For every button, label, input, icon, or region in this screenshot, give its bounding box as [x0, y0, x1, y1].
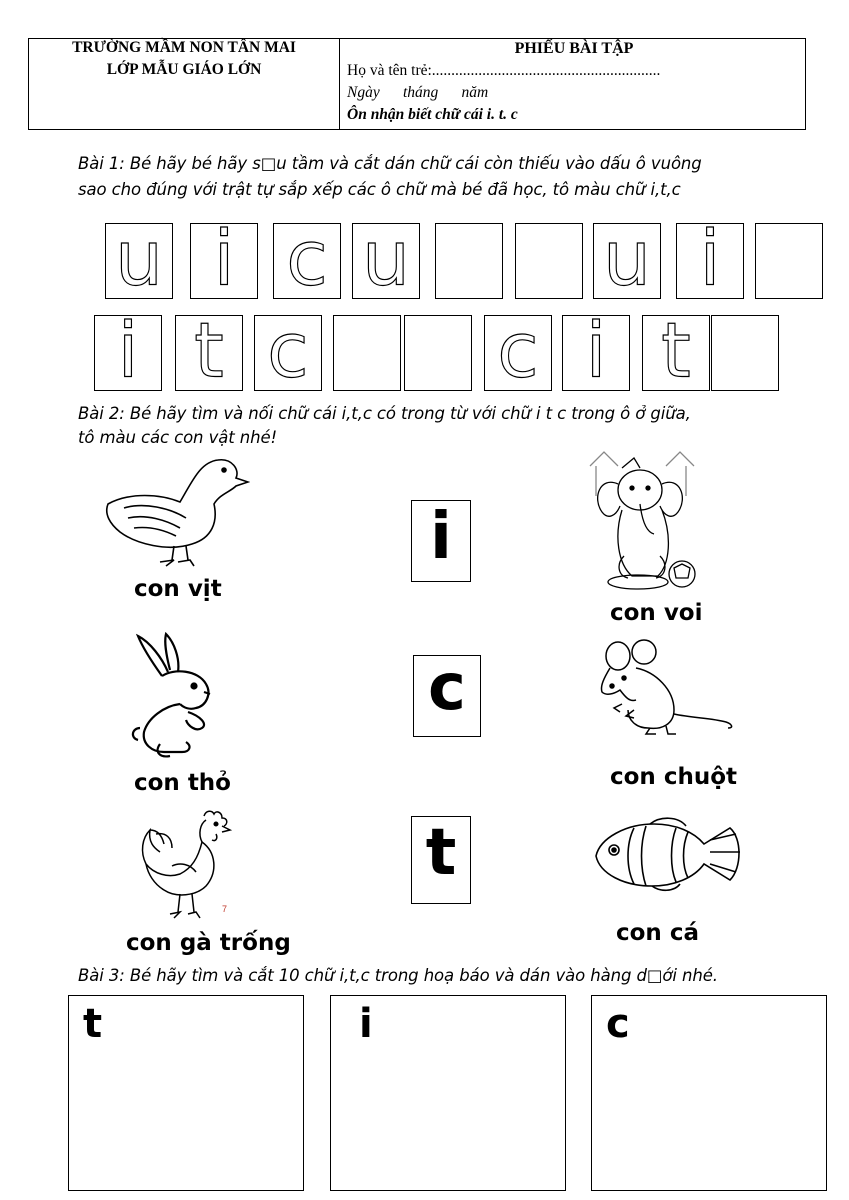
empty-letter-box[interactable] [435, 223, 503, 299]
letter-box-c [484, 315, 552, 391]
duck-icon [100, 452, 250, 570]
empty-letter-box[interactable] [404, 315, 472, 391]
middle-letter-i: i [430, 500, 452, 574]
paste-box-letter-c: c [606, 1001, 630, 1047]
paste-box-c[interactable] [591, 995, 827, 1191]
label-con-tho: con thỏ [134, 770, 231, 796]
mouse-icon [596, 638, 736, 738]
bai2-instruction-line1: Bài 2: Bé hãy tìm và nối chữ cái i,t,c có trong từ với chữ i t c trong ô ở giữa, [78, 404, 691, 423]
label-con-vit: con vịt [134, 576, 222, 602]
outlined-letter-u: u [603, 224, 651, 298]
outlined-letter-i: i [699, 224, 721, 298]
outlined-letter-t: t [194, 316, 224, 390]
empty-letter-box[interactable] [755, 223, 823, 299]
paste-box-letter-t: t [83, 1001, 103, 1047]
letter-box-c [413, 651, 481, 737]
outlined-letter-c: c [267, 316, 309, 390]
topic-line: Ôn nhận biết chữ cái i. t. c [347, 106, 518, 123]
letter-box-i [94, 315, 162, 391]
rabbit-icon [124, 632, 224, 762]
letter-box-t [411, 816, 471, 904]
fish-icon [590, 816, 746, 892]
header-table [28, 38, 806, 130]
middle-letter-c: c [428, 651, 466, 725]
bai3-instruction: Bài 3: Bé hãy tìm và cắt 10 chữ i,t,c trong hoạ báo và dán vào hàng d□ới nhé. [78, 966, 718, 985]
date-line: Ngày tháng năm [347, 84, 489, 101]
letter-box-u [105, 223, 173, 299]
empty-letter-box[interactable] [333, 315, 401, 391]
letter-box-i [411, 500, 471, 582]
paste-box-t[interactable] [68, 995, 304, 1191]
outlined-letter-u: u [115, 224, 163, 298]
outlined-letter-i: i [585, 316, 607, 390]
letter-box-c [273, 223, 341, 299]
class-name: LỚP MẪU GIÁO LỚN [106, 61, 262, 78]
label-con-voi: con voi [610, 600, 703, 626]
bai2-instruction-line2: tô màu các con vật nhé! [78, 428, 278, 447]
letter-box-t [642, 315, 710, 391]
outlined-letter-i: i [213, 224, 235, 298]
outlined-letter-c: c [286, 224, 328, 298]
outlined-letter-u: u [362, 224, 410, 298]
letter-box-c [254, 315, 322, 391]
letter-box-i [190, 223, 258, 299]
worksheet-title: PHIẾU BÀI TẬP [514, 40, 634, 57]
bai1-instruction-line2: sao cho đúng với trật tự sắp xếp các ô chữ mà bé đã học, tô màu chữ i,t,c [78, 180, 681, 199]
school-name: TRƯỜNG MẦM NON TÂN MAI [72, 39, 296, 56]
outlined-letter-c: c [497, 316, 539, 390]
middle-letter-t: t [425, 816, 457, 890]
letter-box-u [352, 223, 420, 299]
stray-number: 7 [222, 904, 228, 914]
label-con-ca: con cá [616, 920, 699, 946]
letter-box-u [593, 223, 661, 299]
paste-box-i[interactable] [330, 995, 566, 1191]
outlined-letter-i: i [117, 316, 139, 390]
paste-box-letter-i: i [359, 1001, 373, 1047]
child-name-line: Họ và tên trẻ:........................................................... [347, 62, 661, 79]
header-divider [339, 39, 340, 129]
bai1-instruction-line1: Bài 1: Bé hãy bé hãy s□u tầm và cắt dán chữ cái còn thiếu vào dấu ô vuông [78, 154, 702, 173]
empty-letter-box[interactable] [711, 315, 779, 391]
letter-box-i [562, 315, 630, 391]
label-con-chuot: con chuột [610, 764, 737, 790]
rooster-icon [136, 808, 236, 920]
letter-box-t [175, 315, 243, 391]
letter-box-i [676, 223, 744, 299]
empty-letter-box[interactable] [515, 223, 583, 299]
label-con-ga-trong: con gà trống [126, 930, 291, 956]
elephant-icon [582, 446, 702, 594]
outlined-letter-t: t [661, 316, 691, 390]
